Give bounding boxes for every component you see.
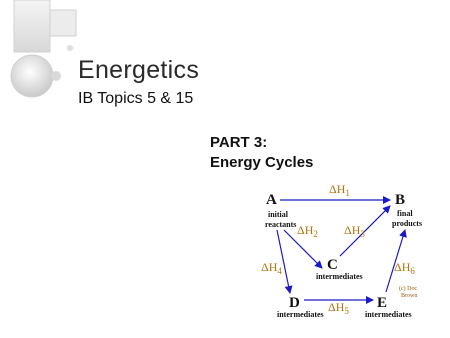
- node-a-caption-1: initial: [268, 210, 289, 219]
- node-b-label: B: [395, 192, 406, 208]
- slide-subtitle: IB Topics 5 & 15: [78, 90, 194, 107]
- decorative-corner: [0, 0, 450, 120]
- corner-bubble: [11, 55, 53, 97]
- copyright-line-2: Brown: [401, 293, 418, 299]
- part-label: PART 3:: [210, 134, 268, 151]
- node-b-caption-1: final: [397, 209, 413, 218]
- node-a-caption-2: reactants: [265, 220, 297, 229]
- part-heading: [210, 133, 313, 173]
- node-d-label: D: [289, 295, 300, 311]
- node-c-label: C: [327, 257, 338, 273]
- delta-h-6-label: $\Delta H_6$: [394, 260, 415, 276]
- part-title: Energy Cycles: [210, 154, 314, 171]
- corner-dot-large: [51, 71, 61, 81]
- node-b-caption-2: products: [392, 219, 423, 228]
- delta-h-3-label: $\Delta H_3$: [344, 223, 365, 239]
- corner-square: [50, 10, 76, 36]
- copyright-line-1: (c) Doc: [399, 286, 418, 292]
- delta-h-5-label: $\Delta H_5$: [328, 300, 349, 316]
- node-c-caption: intermediates: [316, 272, 363, 281]
- slide-title: Energetics: [78, 56, 200, 84]
- arrow-a-to-d: [277, 230, 290, 293]
- energy-cycle-diagram: [240, 180, 450, 338]
- node-d-caption: intermediates: [277, 310, 324, 319]
- node-e-caption: intermediates: [365, 310, 412, 319]
- delta-h-4-label: $\Delta H_4$: [261, 260, 282, 276]
- node-e-label: E: [377, 295, 388, 311]
- corner-bar: [14, 0, 50, 52]
- corner-dot-small: [67, 45, 73, 51]
- node-a-label: A: [266, 192, 277, 208]
- delta-h-2-label: $\Delta H_2$: [297, 223, 318, 239]
- delta-h-1-label: $\Delta H_1$: [329, 182, 350, 198]
